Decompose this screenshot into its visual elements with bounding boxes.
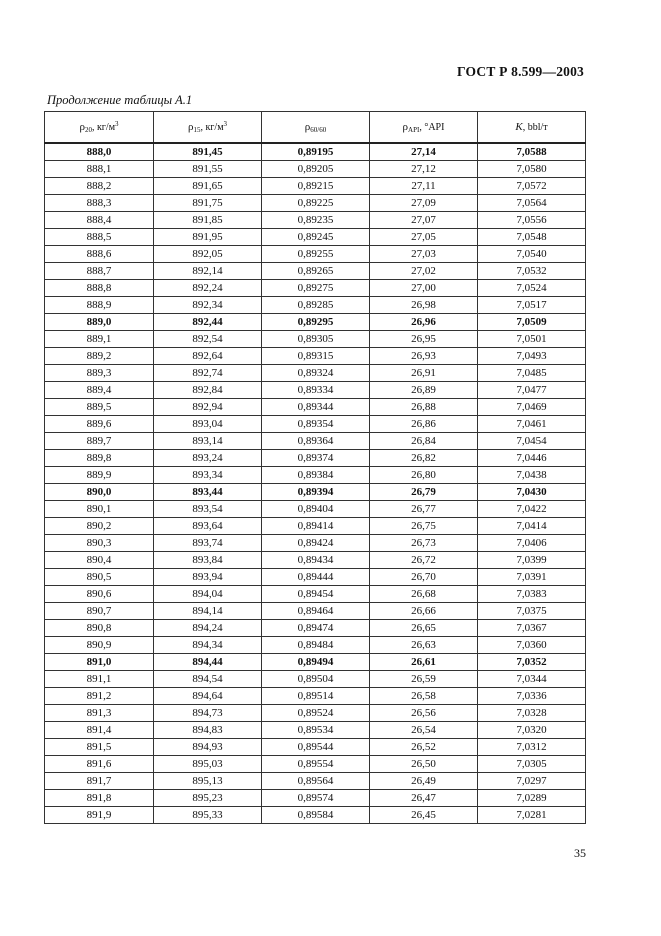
table-header (45, 112, 586, 144)
cell-rho20: 890,2 (45, 518, 154, 535)
cell-rho60-60: 0,89265 (262, 263, 370, 280)
cell-rho20: 890,7 (45, 603, 154, 620)
cell-rho20: 891,8 (45, 790, 154, 807)
table-row (45, 501, 586, 518)
cell-rho60-60: 0,89414 (262, 518, 370, 535)
cell-rho-api: 26,80 (370, 467, 478, 484)
table-row (45, 399, 586, 416)
cell-rho-api: 26,61 (370, 654, 478, 671)
table-row (45, 246, 586, 263)
column-header-rho60-60: $\rho_{60/60}$ (262, 112, 370, 144)
cell-rho15: 894,83 (154, 722, 262, 739)
cell-k: 7,0572 (478, 178, 586, 195)
cell-k: 7,0438 (478, 467, 586, 484)
cell-rho15: 894,34 (154, 637, 262, 654)
cell-rho20: 891,1 (45, 671, 154, 688)
cell-rho15: 892,84 (154, 382, 262, 399)
cell-rho20: 891,7 (45, 773, 154, 790)
cell-k: 7,0414 (478, 518, 586, 535)
cell-rho-api: 27,03 (370, 246, 478, 263)
cell-rho60-60: 0,89464 (262, 603, 370, 620)
table-row (45, 263, 586, 280)
cell-rho-api: 27,00 (370, 280, 478, 297)
cell-rho20: 889,6 (45, 416, 154, 433)
cell-rho15: 893,14 (154, 433, 262, 450)
cell-k: 7,0360 (478, 637, 586, 654)
cell-k: 7,0540 (478, 246, 586, 263)
cell-rho15: 892,24 (154, 280, 262, 297)
cell-k: 7,0297 (478, 773, 586, 790)
cell-k: 7,0532 (478, 263, 586, 280)
cell-rho20: 891,9 (45, 807, 154, 824)
cell-rho60-60: 0,89454 (262, 586, 370, 603)
cell-rho60-60: 0,89275 (262, 280, 370, 297)
cell-k: 7,0446 (478, 450, 586, 467)
table-row (45, 178, 586, 195)
cell-k: 7,0556 (478, 212, 586, 229)
cell-rho15: 891,75 (154, 195, 262, 212)
column-header-k: K, bbl/т (478, 112, 586, 144)
cell-rho20: 888,3 (45, 195, 154, 212)
cell-rho15: 893,94 (154, 569, 262, 586)
cell-k: 7,0375 (478, 603, 586, 620)
cell-rho20: 890,4 (45, 552, 154, 569)
cell-rho60-60: 0,89504 (262, 671, 370, 688)
cell-rho15: 892,54 (154, 331, 262, 348)
cell-rho60-60: 0,89364 (262, 433, 370, 450)
cell-rho-api: 26,91 (370, 365, 478, 382)
cell-rho15: 891,65 (154, 178, 262, 195)
table-row (45, 297, 586, 314)
cell-rho60-60: 0,89205 (262, 161, 370, 178)
cell-rho-api: 27,07 (370, 212, 478, 229)
cell-rho15: 894,73 (154, 705, 262, 722)
table-row (45, 671, 586, 688)
cell-rho15: 894,14 (154, 603, 262, 620)
table-row (45, 518, 586, 535)
cell-rho60-60: 0,89434 (262, 552, 370, 569)
cell-rho60-60: 0,89444 (262, 569, 370, 586)
table-row (45, 348, 586, 365)
cell-rho15: 895,33 (154, 807, 262, 824)
cell-k: 7,0509 (478, 314, 586, 331)
table-row (45, 229, 586, 246)
cell-rho-api: 26,63 (370, 637, 478, 654)
density-table (44, 111, 586, 824)
cell-rho-api: 26,84 (370, 433, 478, 450)
cell-rho15: 893,64 (154, 518, 262, 535)
cell-rho60-60: 0,89494 (262, 654, 370, 671)
cell-rho-api: 26,56 (370, 705, 478, 722)
cell-rho20: 888,0 (45, 143, 154, 161)
cell-rho-api: 27,02 (370, 263, 478, 280)
cell-k: 7,0493 (478, 348, 586, 365)
cell-rho20: 888,4 (45, 212, 154, 229)
cell-rho-api: 27,14 (370, 143, 478, 161)
cell-rho20: 888,1 (45, 161, 154, 178)
cell-rho15: 892,44 (154, 314, 262, 331)
cell-k: 7,0485 (478, 365, 586, 382)
cell-rho60-60: 0,89394 (262, 484, 370, 501)
cell-rho20: 889,9 (45, 467, 154, 484)
cell-rho15: 893,44 (154, 484, 262, 501)
cell-rho20: 889,4 (45, 382, 154, 399)
cell-rho15: 893,24 (154, 450, 262, 467)
table-body (45, 143, 586, 824)
cell-rho60-60: 0,89534 (262, 722, 370, 739)
cell-rho-api: 26,54 (370, 722, 478, 739)
cell-rho-api: 27,05 (370, 229, 478, 246)
cell-rho60-60: 0,89554 (262, 756, 370, 773)
table-row (45, 416, 586, 433)
cell-k: 7,0312 (478, 739, 586, 756)
table-row (45, 637, 586, 654)
table-row (45, 756, 586, 773)
table-row (45, 807, 586, 824)
table-caption: Продолжение таблицы А.1 (47, 93, 193, 107)
cell-rho60-60: 0,89245 (262, 229, 370, 246)
cell-rho60-60: 0,89295 (262, 314, 370, 331)
cell-rho20: 890,0 (45, 484, 154, 501)
cell-rho-api: 26,98 (370, 297, 478, 314)
cell-k: 7,0383 (478, 586, 586, 603)
cell-rho60-60: 0,89424 (262, 535, 370, 552)
page-number: 35 (574, 846, 586, 860)
cell-rho15: 894,54 (154, 671, 262, 688)
table-row (45, 569, 586, 586)
cell-rho60-60: 0,89564 (262, 773, 370, 790)
cell-rho-api: 26,52 (370, 739, 478, 756)
table-row (45, 535, 586, 552)
cell-rho-api: 26,88 (370, 399, 478, 416)
cell-k: 7,0454 (478, 433, 586, 450)
cell-rho20: 888,7 (45, 263, 154, 280)
cell-rho60-60: 0,89384 (262, 467, 370, 484)
column-header-rho15: $\rho_{15}$, $кг/м^3$ (154, 112, 262, 144)
cell-rho-api: 26,70 (370, 569, 478, 586)
cell-rho60-60: 0,89334 (262, 382, 370, 399)
cell-rho20: 889,8 (45, 450, 154, 467)
cell-rho-api: 26,82 (370, 450, 478, 467)
cell-rho60-60: 0,89315 (262, 348, 370, 365)
table-row (45, 688, 586, 705)
cell-k: 7,0289 (478, 790, 586, 807)
cell-rho20: 889,3 (45, 365, 154, 382)
table-row (45, 195, 586, 212)
cell-k: 7,0305 (478, 756, 586, 773)
cell-rho-api: 26,96 (370, 314, 478, 331)
cell-rho20: 891,5 (45, 739, 154, 756)
cell-k: 7,0580 (478, 161, 586, 178)
cell-k: 7,0367 (478, 620, 586, 637)
cell-rho15: 892,94 (154, 399, 262, 416)
cell-k: 7,0517 (478, 297, 586, 314)
cell-rho20: 889,2 (45, 348, 154, 365)
table-row (45, 773, 586, 790)
cell-rho15: 892,14 (154, 263, 262, 280)
cell-rho20: 890,3 (45, 535, 154, 552)
cell-rho60-60: 0,89215 (262, 178, 370, 195)
cell-k: 7,0477 (478, 382, 586, 399)
cell-rho20: 888,2 (45, 178, 154, 195)
cell-rho-api: 27,11 (370, 178, 478, 195)
cell-rho-api: 26,58 (370, 688, 478, 705)
cell-rho-api: 26,66 (370, 603, 478, 620)
cell-k: 7,0524 (478, 280, 586, 297)
table-row (45, 790, 586, 807)
cell-rho-api: 26,49 (370, 773, 478, 790)
cell-rho-api: 26,68 (370, 586, 478, 603)
cell-rho60-60: 0,89484 (262, 637, 370, 654)
cell-rho60-60: 0,89524 (262, 705, 370, 722)
cell-rho15: 893,74 (154, 535, 262, 552)
cell-k: 7,0430 (478, 484, 586, 501)
cell-k: 7,0399 (478, 552, 586, 569)
table-row (45, 450, 586, 467)
cell-k: 7,0391 (478, 569, 586, 586)
cell-rho15: 894,93 (154, 739, 262, 756)
table-row (45, 143, 586, 161)
cell-rho15: 893,84 (154, 552, 262, 569)
table-row (45, 331, 586, 348)
cell-rho60-60: 0,89305 (262, 331, 370, 348)
cell-k: 7,0406 (478, 535, 586, 552)
table-row (45, 314, 586, 331)
cell-k: 7,0548 (478, 229, 586, 246)
cell-rho20: 888,9 (45, 297, 154, 314)
cell-rho60-60: 0,89584 (262, 807, 370, 824)
cell-rho20: 889,0 (45, 314, 154, 331)
table-row (45, 552, 586, 569)
cell-k: 7,0469 (478, 399, 586, 416)
cell-rho60-60: 0,89514 (262, 688, 370, 705)
cell-rho20: 888,5 (45, 229, 154, 246)
cell-rho15: 892,34 (154, 297, 262, 314)
cell-rho20: 890,6 (45, 586, 154, 603)
table-row (45, 212, 586, 229)
cell-k: 7,0344 (478, 671, 586, 688)
cell-rho-api: 26,75 (370, 518, 478, 535)
cell-rho20: 890,9 (45, 637, 154, 654)
table-row (45, 603, 586, 620)
cell-rho-api: 26,47 (370, 790, 478, 807)
cell-rho20: 888,6 (45, 246, 154, 263)
cell-rho-api: 26,86 (370, 416, 478, 433)
cell-rho20: 891,3 (45, 705, 154, 722)
table-row (45, 365, 586, 382)
cell-rho15: 895,23 (154, 790, 262, 807)
cell-rho60-60: 0,89255 (262, 246, 370, 263)
cell-rho60-60: 0,89544 (262, 739, 370, 756)
cell-rho-api: 26,73 (370, 535, 478, 552)
cell-rho20: 891,0 (45, 654, 154, 671)
cell-rho60-60: 0,89404 (262, 501, 370, 518)
cell-rho15: 895,13 (154, 773, 262, 790)
cell-rho-api: 26,89 (370, 382, 478, 399)
cell-rho20: 889,7 (45, 433, 154, 450)
cell-rho15: 894,04 (154, 586, 262, 603)
cell-k: 7,0422 (478, 501, 586, 518)
cell-rho-api: 26,95 (370, 331, 478, 348)
cell-rho15: 893,04 (154, 416, 262, 433)
table-row (45, 484, 586, 501)
table-row (45, 654, 586, 671)
cell-rho-api: 27,12 (370, 161, 478, 178)
cell-rho-api: 26,59 (370, 671, 478, 688)
cell-rho15: 892,05 (154, 246, 262, 263)
cell-rho20: 889,1 (45, 331, 154, 348)
cell-rho15: 893,54 (154, 501, 262, 518)
cell-rho15: 892,64 (154, 348, 262, 365)
cell-rho60-60: 0,89344 (262, 399, 370, 416)
cell-rho20: 890,5 (45, 569, 154, 586)
header-row (45, 112, 586, 144)
cell-k: 7,0320 (478, 722, 586, 739)
cell-k: 7,0328 (478, 705, 586, 722)
table-row (45, 586, 586, 603)
table-row (45, 433, 586, 450)
table-row (45, 705, 586, 722)
cell-rho60-60: 0,89324 (262, 365, 370, 382)
table-row (45, 739, 586, 756)
cell-k: 7,0564 (478, 195, 586, 212)
table-row (45, 161, 586, 178)
cell-k: 7,0461 (478, 416, 586, 433)
table-row (45, 722, 586, 739)
cell-rho60-60: 0,89285 (262, 297, 370, 314)
table-row (45, 467, 586, 484)
cell-rho15: 895,03 (154, 756, 262, 773)
cell-rho60-60: 0,89474 (262, 620, 370, 637)
cell-k: 7,0588 (478, 143, 586, 161)
cell-rho15: 892,74 (154, 365, 262, 382)
cell-rho-api: 26,65 (370, 620, 478, 637)
cell-rho-api: 27,09 (370, 195, 478, 212)
cell-rho15: 891,95 (154, 229, 262, 246)
cell-rho15: 894,24 (154, 620, 262, 637)
cell-rho60-60: 0,89195 (262, 143, 370, 161)
cell-rho15: 891,55 (154, 161, 262, 178)
document-code: ГОСТ Р 8.599—2003 (457, 64, 584, 79)
cell-rho60-60: 0,89235 (262, 212, 370, 229)
cell-rho20: 890,1 (45, 501, 154, 518)
cell-rho-api: 26,72 (370, 552, 478, 569)
table-row (45, 280, 586, 297)
cell-rho60-60: 0,89354 (262, 416, 370, 433)
cell-rho15: 891,45 (154, 143, 262, 161)
cell-rho15: 893,34 (154, 467, 262, 484)
cell-rho60-60: 0,89574 (262, 790, 370, 807)
cell-k: 7,0352 (478, 654, 586, 671)
cell-rho15: 894,64 (154, 688, 262, 705)
cell-rho60-60: 0,89225 (262, 195, 370, 212)
cell-k: 7,0501 (478, 331, 586, 348)
cell-rho20: 891,4 (45, 722, 154, 739)
cell-k: 7,0336 (478, 688, 586, 705)
cell-rho15: 891,85 (154, 212, 262, 229)
cell-rho-api: 26,50 (370, 756, 478, 773)
table-row (45, 620, 586, 637)
cell-k: 7,0281 (478, 807, 586, 824)
cell-rho-api: 26,45 (370, 807, 478, 824)
cell-rho-api: 26,93 (370, 348, 478, 365)
cell-rho-api: 26,77 (370, 501, 478, 518)
cell-rho20: 890,8 (45, 620, 154, 637)
cell-rho20: 889,5 (45, 399, 154, 416)
cell-rho60-60: 0,89374 (262, 450, 370, 467)
cell-rho20: 891,6 (45, 756, 154, 773)
cell-rho-api: 26,79 (370, 484, 478, 501)
cell-rho20: 891,2 (45, 688, 154, 705)
column-header-rho20: $\rho_{20}$, $кг/м^3$ (45, 112, 154, 144)
table-row (45, 382, 586, 399)
cell-rho15: 894,44 (154, 654, 262, 671)
column-header-rho-api: $\rho_{API}$, °API (370, 112, 478, 144)
cell-rho20: 888,8 (45, 280, 154, 297)
